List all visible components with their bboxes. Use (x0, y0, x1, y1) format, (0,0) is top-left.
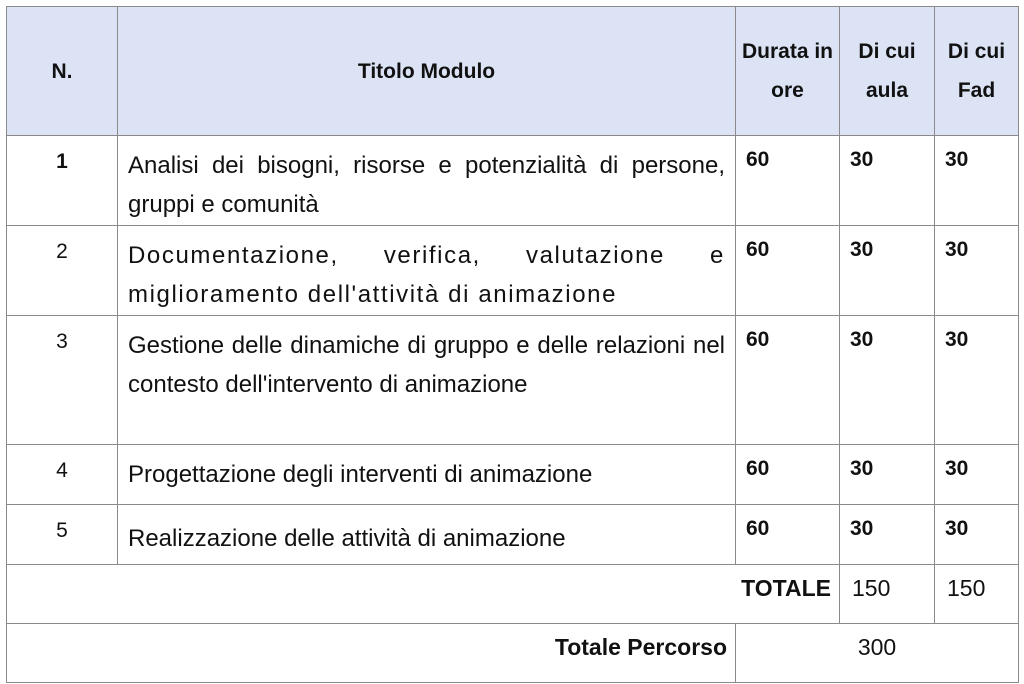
row-aula: 30 (840, 445, 935, 505)
row-number: 4 (7, 445, 118, 505)
row-fad: 30 (935, 136, 1019, 226)
table-row (7, 316, 1019, 445)
totale-fad: 150 (935, 565, 1019, 624)
totale-percorso-value: 300 (736, 624, 1019, 683)
row-duration: 60 (736, 445, 840, 505)
modules-table (6, 6, 1019, 683)
row-number: 3 (7, 316, 118, 445)
totale-aula: 150 (840, 565, 935, 624)
table-row (7, 136, 1019, 226)
row-fad: 30 (935, 505, 1019, 565)
row-duration: 60 (736, 316, 840, 445)
row-module-title: Documentazione, verifica, valutazione e miglioramento dell'attività di animazione (118, 226, 736, 316)
header-duration: Durata in ore (736, 7, 840, 136)
row-fad: 30 (935, 445, 1019, 505)
row-number: 2 (7, 226, 118, 316)
row-module-title: Gestione delle dinamiche di gruppo e delle relazioni nel contesto dell'intervento di animazione (118, 316, 736, 445)
table-row (7, 226, 1019, 316)
row-fad: 30 (935, 226, 1019, 316)
totale-percorso-label: Totale Percorso (7, 624, 736, 683)
header-number: N. (7, 7, 118, 136)
header-aula: Di cui aula (840, 7, 935, 136)
row-duration: 60 (736, 226, 840, 316)
row-aula: 30 (840, 505, 935, 565)
row-aula: 30 (840, 316, 935, 445)
row-number: 5 (7, 505, 118, 565)
row-duration: 60 (736, 136, 840, 226)
header-fad: Di cui Fad (935, 7, 1019, 136)
table-row (7, 445, 1019, 505)
totale-label: TOTALE (7, 565, 840, 624)
row-module-title: Progettazione degli interventi di animazione (118, 445, 736, 505)
table-row (7, 505, 1019, 565)
row-module-title: Realizzazione delle attività di animazione (118, 505, 736, 565)
totale-percorso-row (7, 624, 1019, 683)
header-module-title: Titolo Modulo (118, 7, 736, 136)
row-aula: 30 (840, 226, 935, 316)
row-duration: 60 (736, 505, 840, 565)
row-fad: 30 (935, 316, 1019, 445)
row-module-title: Analisi dei bisogni, risorse e potenzialità di persone, gruppi e comunità (118, 136, 736, 226)
totale-row (7, 565, 1019, 624)
row-number: 1 (7, 136, 118, 226)
row-aula: 30 (840, 136, 935, 226)
table-header-row (7, 7, 1019, 136)
